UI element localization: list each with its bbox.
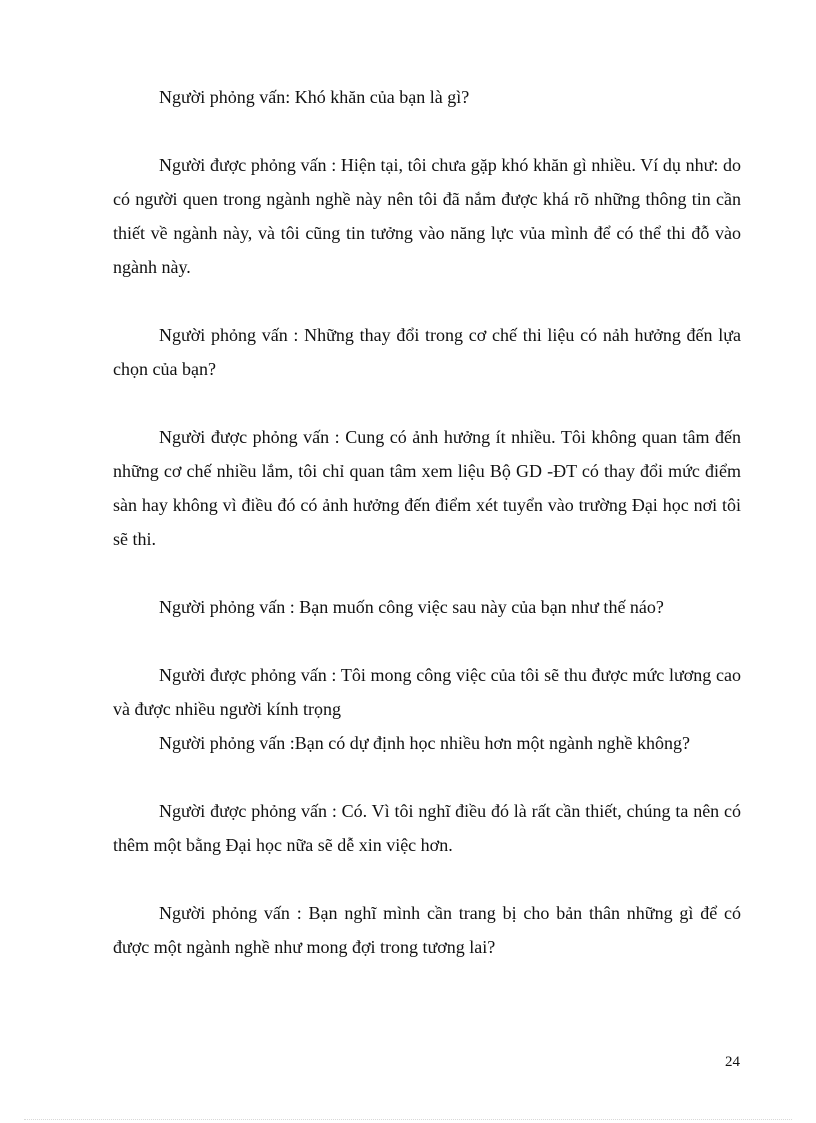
page-number: 24: [725, 1054, 740, 1070]
paragraph-answer-exam-changes: Người được phỏng vấn : Cung có ảnh hưởng ít nhiều. Tôi không quan tâm đến những cơ chế nhiều lắm, tôi chỉ quan tâm xem liệu Bộ GD -ĐT có thay đổi mức điểm sàn hay không vì điều đó có ảnh hưởng đến điểm xét tuyển vào trường Đại học nơi tôi sẽ thi.: [113, 427, 741, 549]
document-page: [113, 80, 741, 964]
paragraph-question-future-job: Người phỏng vấn : Bạn muốn công việc sau này của bạn như thế náo?: [159, 597, 664, 617]
paragraph-answer-multiple-majors: Người được phỏng vấn : Có. Vì tôi nghĩ điều đó là rất cần thiết, chúng ta nên có thêm một bằng Đại học nữa sẽ dễ xin việc hơn.: [113, 801, 741, 855]
paragraph-question-difficulty: Người phỏng vấn: Khó khăn của bạn là gì?: [159, 87, 470, 107]
paragraph-answer-difficulty: Người được phỏng vấn : Hiện tại, tôi chưa gặp khó khăn gì nhiều. Ví dụ như: do có người quen trong ngành nghề này nên tôi đã nắm được khá rõ những thông tin cần thiết về ngành này, và tôi cũng tin tưởng vào năng lực vủa mình để có thể thi đỗ vào ngành này.: [113, 155, 741, 277]
paragraph-answer-future-job: Người được phỏng vấn : Tôi mong công việc của tôi sẽ thu được mức lương cao và được nhiều người kính trọng: [113, 665, 741, 719]
page-bottom-divider: [24, 1119, 792, 1120]
paragraph-question-preparation: Người phỏng vấn : Bạn nghĩ mình cần trang bị cho bản thân những gì để có được một ngành nghề như mong đợi trong tương lai?: [113, 903, 741, 957]
paragraph-question-exam-changes: Người phỏng vấn : Những thay đổi trong cơ chế thi liệu có nảh hưởng đến lựa chọn của bạn?: [113, 325, 741, 379]
paragraph-question-multiple-majors: Người phỏng vấn :Bạn có dự định học nhiều hơn một ngành nghề không?: [159, 733, 690, 753]
